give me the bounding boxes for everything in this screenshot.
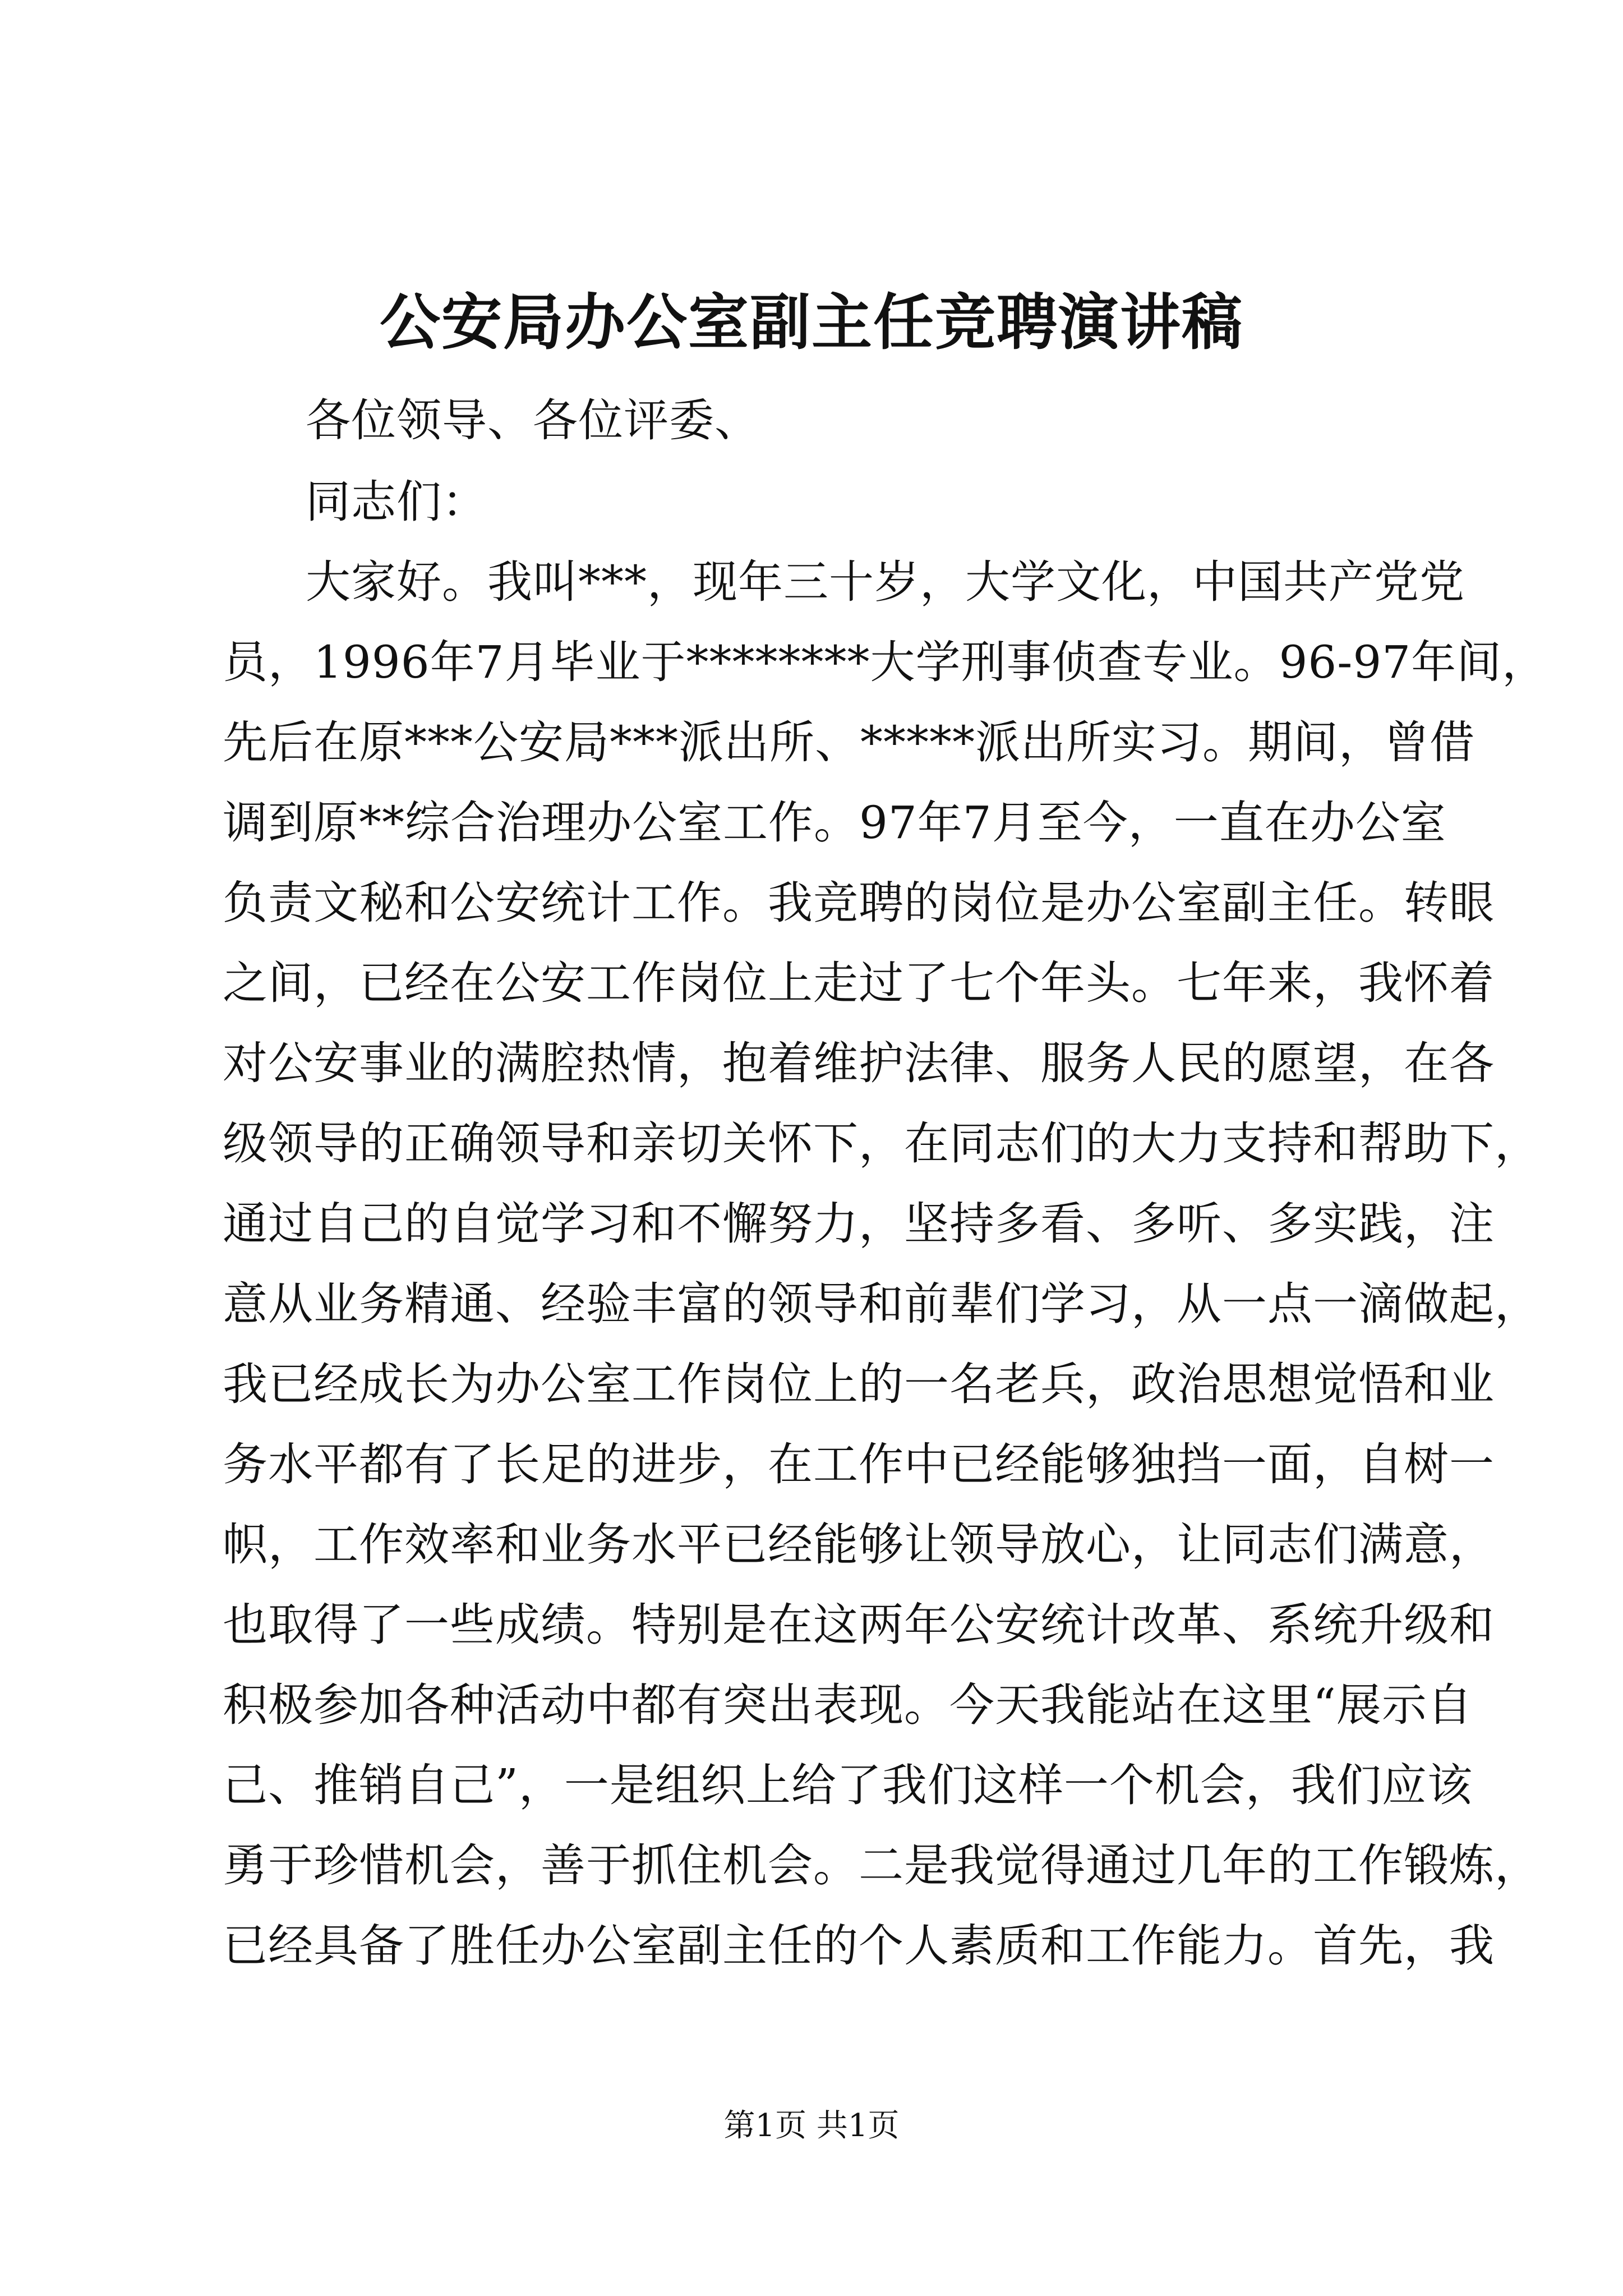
body-line-12: 务水平都有了长足的进步，在工作中已经能够独挡一面，自树一: [223, 1438, 1495, 1490]
body-line-6: 之间，已经在公安工作岗位上走过了七个年头。七年来，我怀着: [223, 957, 1495, 1009]
body-line-1: 大家好。我叫***，现年三十岁，大学文化，中国共产党党: [306, 556, 1465, 608]
body-line-14: 也取得了一些成绩。特别是在这两年公安统计改革、系统升级和: [223, 1599, 1495, 1651]
body-line-10: 意从业务精通、经验丰富的领导和前辈们学习，从一点一滴做起，: [223, 1278, 1540, 1330]
body-line-17: 勇于珍惜机会，善于抓住机会。二是我觉得通过几年的工作锻炼，: [223, 1839, 1540, 1892]
body-line-8: 级领导的正确领导和亲切关怀下，在同志们的大力支持和帮助下，: [223, 1117, 1540, 1170]
body-line-5: 负责文秘和公安统计工作。我竞聘的岗位是办公室副主任。转眼: [223, 877, 1495, 929]
body-line-13: 帜，工作效率和业务水平已经能够让领导放心，让同志们满意，: [223, 1519, 1495, 1571]
salutation-line-1: 各位领导、各位评委、: [306, 394, 760, 447]
document-title: 公安局办公室副主任竞聘演讲稿: [379, 287, 1243, 358]
body-line-7: 对公安事业的满腔热情，抱着维护法律、服务人民的愿望，在各: [223, 1037, 1495, 1089]
body-line-16: 己、推销自己”，一是组织上给了我们这样一个机会，我们应该: [223, 1759, 1473, 1811]
body-line-18: 已经具备了胜任办公室副主任的个人素质和工作能力。首先，我: [223, 1920, 1495, 1972]
body-line-15: 积极参加各种活动中都有突出表现。今天我能站在这里“展示自: [223, 1679, 1473, 1731]
salutation-line-2: 同志们：: [306, 476, 487, 528]
body-line-9: 通过自己的自觉学习和不懈努力，坚持多看、多听、多实践，注: [223, 1198, 1495, 1250]
body-line-11: 我已经成长为办公室工作岗位上的一名老兵，政治思想觉悟和业: [223, 1358, 1495, 1410]
body-line-4: 调到原**综合治理办公室工作。97年7月至今，一直在办公室: [223, 797, 1446, 849]
page-footer: 第1页 共1页: [723, 2108, 900, 2144]
body-line-3: 先后在原***公安局***派出所、*****派出所实习。期间，曾借: [223, 716, 1475, 769]
body-line-2: 员，1996年7月毕业于********大学刑事侦查专业。96-97年间，: [223, 636, 1548, 688]
